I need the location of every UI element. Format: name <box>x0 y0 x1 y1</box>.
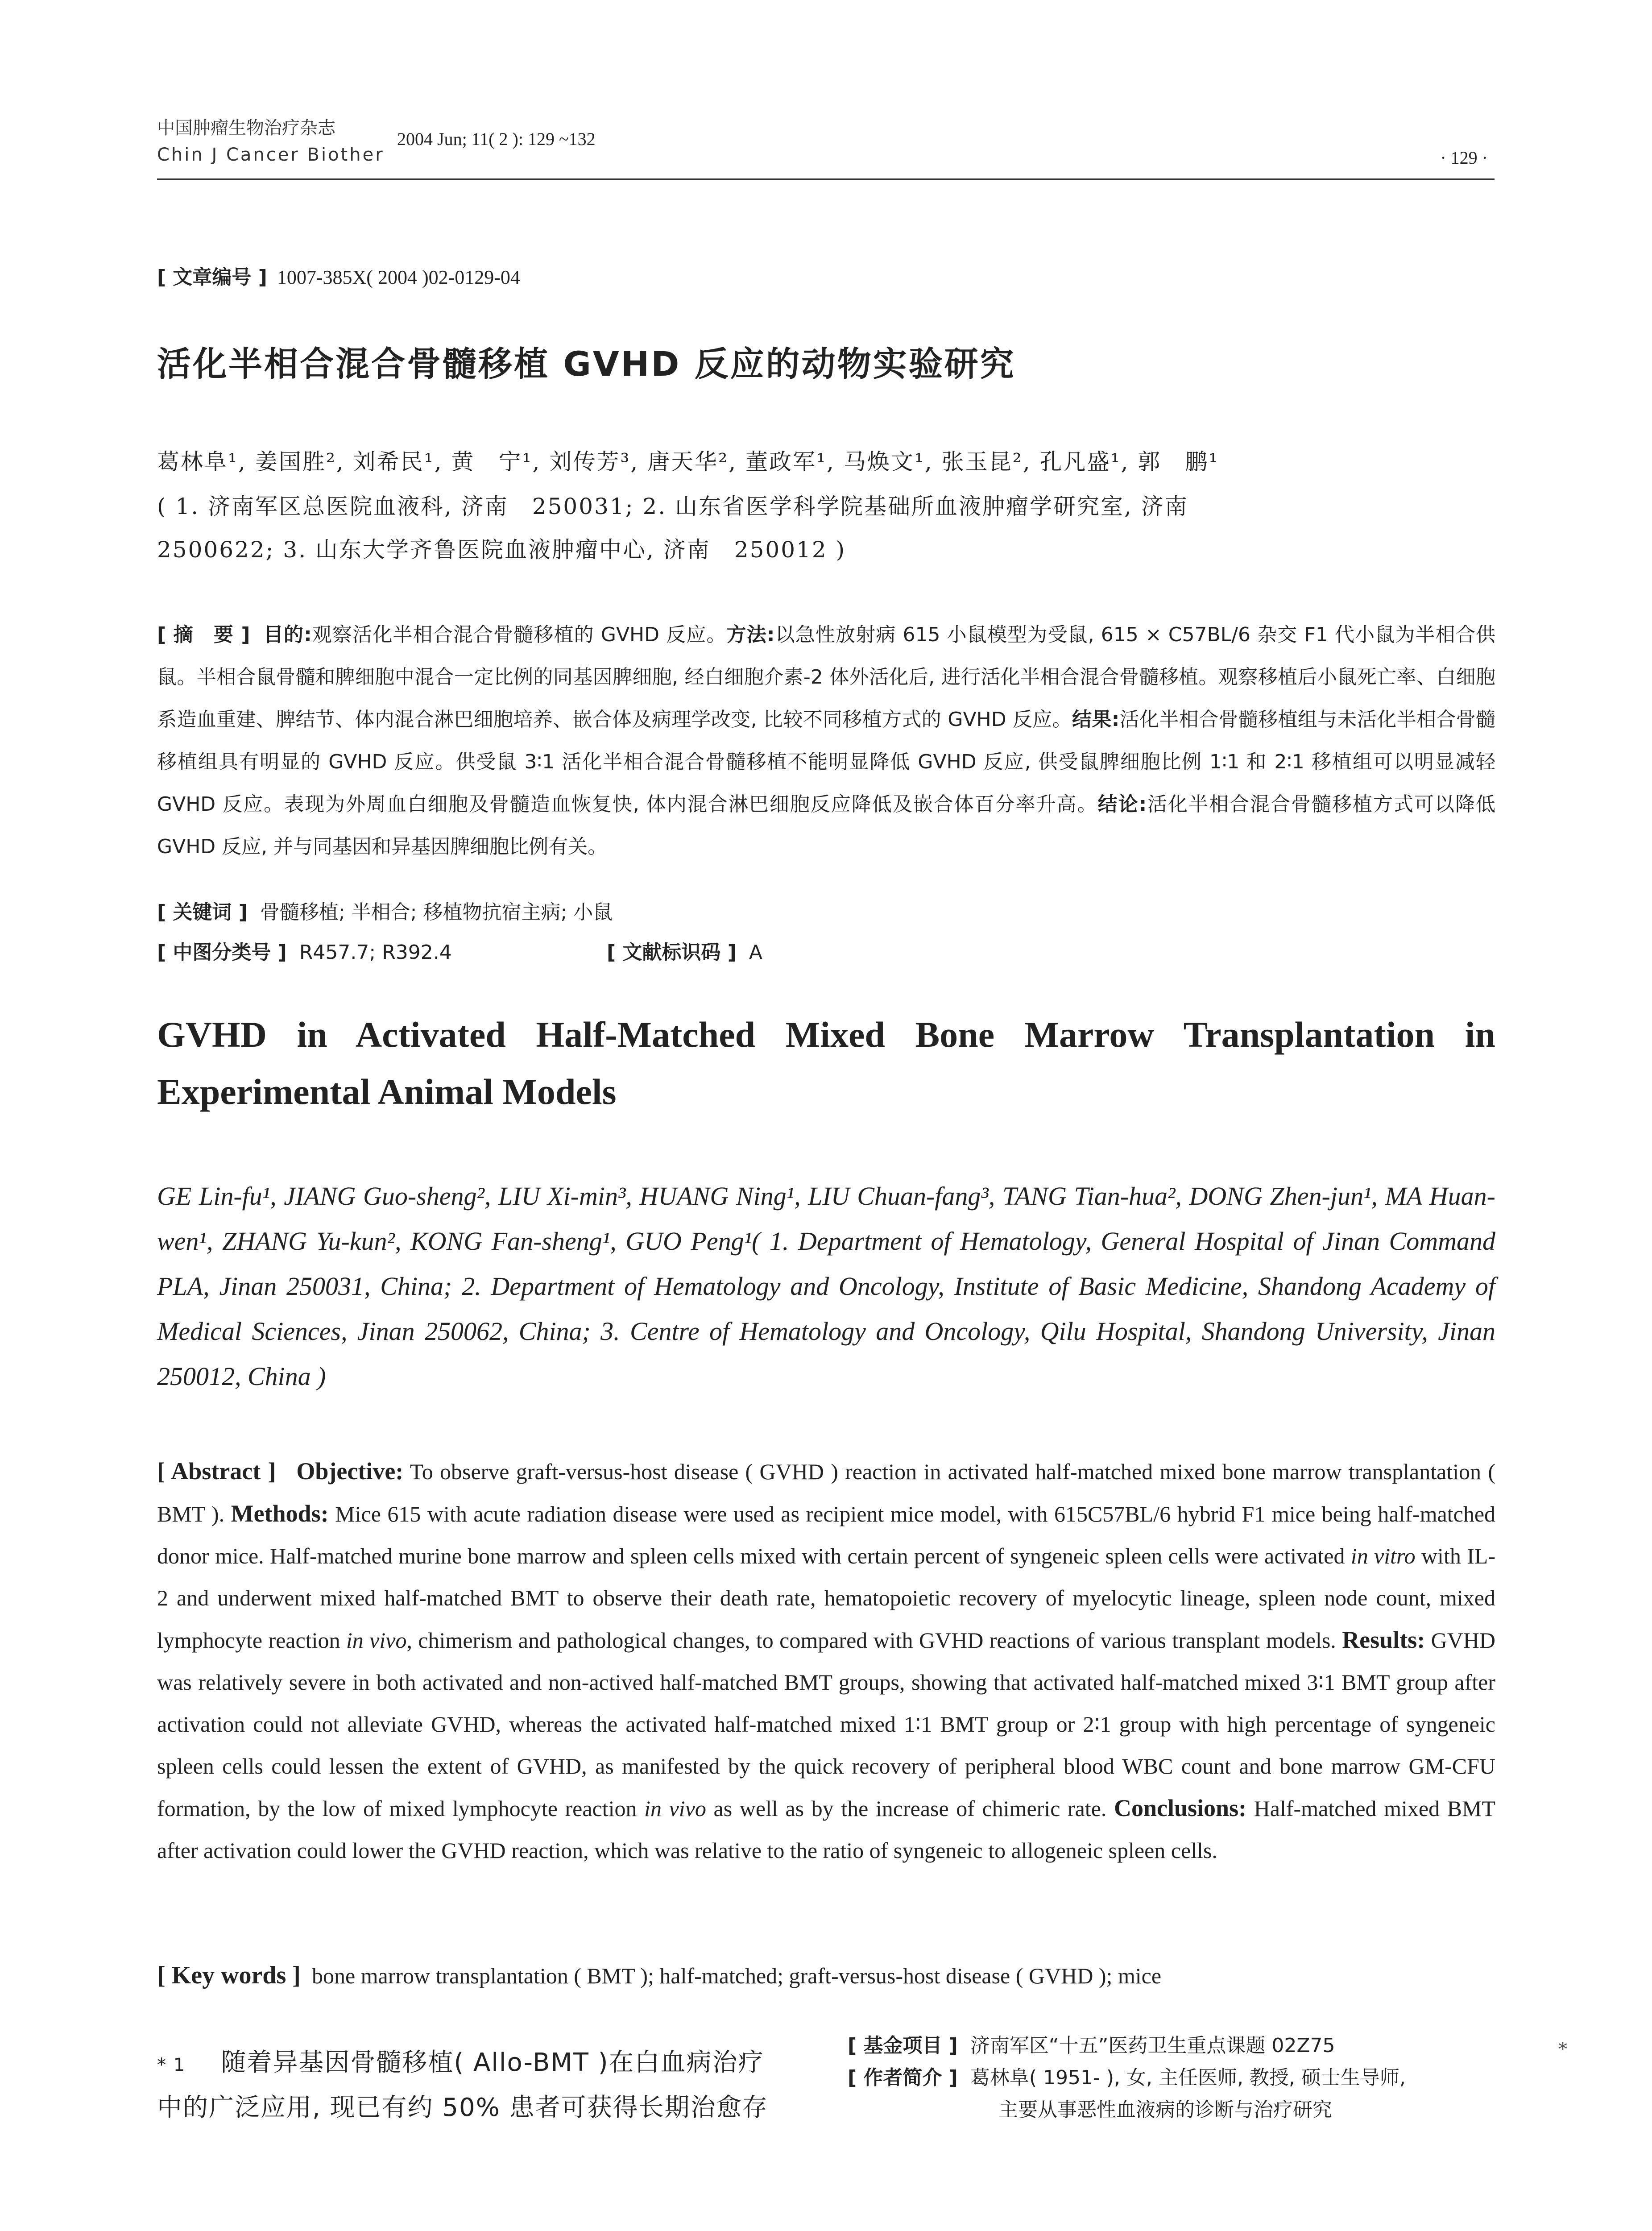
abstract-en-methods-end: , chimerism and pathological changes, to compared with GVHD reactions of various transplant models. <box>406 1628 1336 1653</box>
document-code-value: A <box>749 941 762 964</box>
keywords-cn <box>157 896 613 925</box>
abstract-cn-label: [ 摘 要 ] <box>157 623 250 646</box>
page-number: · 129 · <box>1440 148 1488 168</box>
abstract-en-objective-label: Objective: <box>296 1458 404 1485</box>
issue-info: 2004 Jun; 11( 2 ): 129 ~132 <box>397 129 596 149</box>
author-note-label: [ 作者简介 ] <box>848 2066 958 2089</box>
abstract-en-conclusions-label: Conclusions: <box>1114 1795 1247 1821</box>
abstract-cn-methods-label: 方法: <box>726 623 775 646</box>
body-line-2: 中的广泛应用, 现已有约 50% 患者可获得长期治愈存 <box>157 2093 768 2122</box>
abstract-en-methods-cont: with IL-2 and underwent mixed half-matched BMT to observe their death rate, hematopoietic recovery of myelocytic lineage, spleen node count, mixed lymphocyte reaction <box>157 1543 1495 1653</box>
fund-note <box>848 2029 1335 2058</box>
fund-value: 济南军区“十五”医药卫生重点课题 02Z75 <box>970 2034 1335 2057</box>
author-note-cont: 主要从事恶性血液病的诊断与治疗研究 <box>998 2098 1332 2121</box>
title-en: GVHD in Activated Half-Matched Mixed Bone Marrow Transplantation in Experimental Animal Models <box>157 1014 1495 1112</box>
classification-value: R457.7; R392.4 <box>299 941 452 964</box>
article-number-label: [ 文章编号 ] <box>157 266 267 289</box>
abstract-en-in-vivo: in vivo <box>346 1628 407 1653</box>
abstract-en-label: [ Abstract ] <box>157 1458 276 1485</box>
abstract-en-conclusions: Half-matched mixed BMT after activation could lower the GVHD reaction, which was relative to the ratio of syngeneic to allogeneic spleen cells. <box>157 1796 1496 1863</box>
abstract-en-methods: Mice 615 with acute radiation disease were used as recipient mice model, with 615C57BL/6 hybrid F1 mice being half-matched donor mice. Half-matched murine bone marrow and spleen cells mixed with certain percent of syngeneic spleen cells were activated <box>157 1501 1496 1568</box>
abstract-en-results-end: as well as by the increase of chimeric rate. <box>713 1796 1107 1821</box>
abstract-en-in-vivo-2: in vivo <box>644 1796 706 1821</box>
abstract-en <box>157 1450 1495 1871</box>
article-number-value: 1007-385X( 2004 )02-0129-04 <box>277 266 520 288</box>
abstract-en-objective: To observe graft-versus-host disease ( GVHD ) reaction in activated half-matched mixed bone marrow transplantation ( BMT ). <box>157 1459 1495 1526</box>
body-line-1-text: 随着异基因骨髓移植( Allo-BMT )在白血病治疗 <box>221 2048 764 2077</box>
abstract-en-results-label: Results: <box>1342 1626 1425 1653</box>
title-cn: 活化半相合混合骨髓移植 GVHD 反应的动物实验研究 <box>157 344 1016 384</box>
author-note <box>848 2061 1406 2090</box>
keywords-en-label: [ Key words ] <box>157 1961 301 1989</box>
fund-label: [ 基金项目 ] <box>848 2034 958 2057</box>
abstract-cn-conclusion: 活化半相合混合骨髓移植方式可以降低 GVHD 反应, 并与同基因和异基因脾细胞比例有关。 <box>157 793 1495 858</box>
classification-label: [ 中图分类号 ] <box>157 941 287 964</box>
classification-line <box>157 936 452 965</box>
keywords-en-value: bone marrow transplantation ( BMT ); half-matched; graft-versus-host disease ( GVHD ); mice <box>311 1963 1162 1988</box>
affiliation-cn-line1: ( 1. 济南军区总医院血液科, 济南 250031; 2. 山东省医学科学院基础所血液肿瘤学研究室, 济南 <box>157 493 1188 519</box>
affiliation-cn-line2: 2500622; 3. 山东大学齐鲁医院血液肿瘤中心, 济南 250012 ) <box>157 537 846 563</box>
header-rule <box>157 178 1495 180</box>
document-code <box>607 936 762 965</box>
abstract-en-methods-label: Methods: <box>231 1500 329 1527</box>
document-code-label: [ 文献标识码 ] <box>607 941 737 964</box>
abstract-cn-results-label: 结果: <box>1072 708 1120 731</box>
keywords-cn-value: 骨髓移植; 半相合; 移植物抗宿主病; 小鼠 <box>260 901 613 924</box>
abstract-cn-objective: 观察活化半相合混合骨髓移植的 GVHD 反应。 <box>311 623 727 646</box>
authors-en: GE Lin-fu¹, JIANG Guo-sheng², LIU Xi-min³, HUANG Ning¹, LIU Chuan-fang³, TANG Tian-hua², DONG Zhen-jun¹, MA Huan-wen¹, ZHANG Yu-kun², KONG Fan-sheng¹, GUO Peng¹( 1. Department of Hematology, General Hospital of Jinan Command PLA, Jinan 250031, China; 2. Department of Hematology and Oncology, Institute of Basic Medicine, Shandong Academy of Medical Sciences, Jinan 250062, China; 3. Centre of Hematology and Oncology, Qilu Hospital, Shandong University, Jinan 250012, China ) <box>157 1182 1495 1391</box>
authors-cn: 葛林阜¹, 姜国胜², 刘希民¹, 黄 宁¹, 刘传芳³, 唐天华², 董政军¹, 马焕文¹, 张玉昆², 孔凡盛¹, 郭 鹏¹ <box>157 449 1219 475</box>
body-text-cn <box>157 2041 799 2129</box>
abstract-cn-methods: 以急性放射病 615 小鼠模型为受鼠, 615 × C57BL/6 杂交 F1 代小鼠为半相合供鼠。半相合鼠骨髓和脾细胞中混合一定比例的同基因脾细胞, 经白细胞介素-2 体外活化后, 进行活化半相合混合骨髓移植。观察移植后小鼠死亡率、白细胞系造血重建、脾结节、体内混合淋巴细胞培养、嵌合体及病理学改变, 比较不同移植方式的 GVHD 反应。 <box>157 623 1495 731</box>
article-number <box>157 261 520 290</box>
abstract-en-in-vitro: in vitro <box>1350 1543 1416 1568</box>
abstract-cn-objective-label: 目的: <box>263 623 312 646</box>
abstract-cn-conclusion-label: 结论: <box>1097 793 1147 816</box>
author-note-value: 葛林阜( 1951- ), 女, 主任医师, 教授, 硕士生导师, <box>970 2066 1406 2089</box>
abstract-cn <box>157 614 1495 868</box>
journal-name-cn: 中国肿瘤生物治疗杂志 <box>157 118 335 138</box>
side-mark: * <box>1558 2039 1567 2060</box>
journal-name-en: Chin J Cancer Biother <box>157 145 385 165</box>
body-line-1 <box>157 2041 799 2086</box>
keywords-en <box>157 1961 1495 1990</box>
abstract-en-results: GVHD was relatively severe in both activated and non-actived half-matched BMT groups, showing that activated half-matched mixed 3∶1 BMT group after activation could not alleviate GVHD, whereas the activated half-matched mixed 1∶1 BMT group or 2∶1 group with high percentage of syngeneic spleen cells could lessen the extent of GVHD, as manifested by the quick recovery of peripheral blood WBC count and bone marrow GM-CFU formation, by the low of mixed lymphocyte reaction <box>157 1628 1496 1821</box>
keywords-cn-label: [ 关键词 ] <box>157 901 248 924</box>
footnote-marker: * 1 <box>157 2055 186 2075</box>
abstract-cn-results: 活化半相合骨髓移植组与未活化半相合骨髓移植组具有明显的 GVHD 反应。供受鼠 3∶1 活化半相合混合骨髓移植不能明显降低 GVHD 反应, 供受鼠脾细胞比例 1∶1 和 2∶1 移植组可以明显减轻 GVHD 反应。表现为外周血白细胞及骨髓造血恢复快, 体内混合淋巴细胞反应降低及嵌合体百分率升高。 <box>157 708 1495 816</box>
